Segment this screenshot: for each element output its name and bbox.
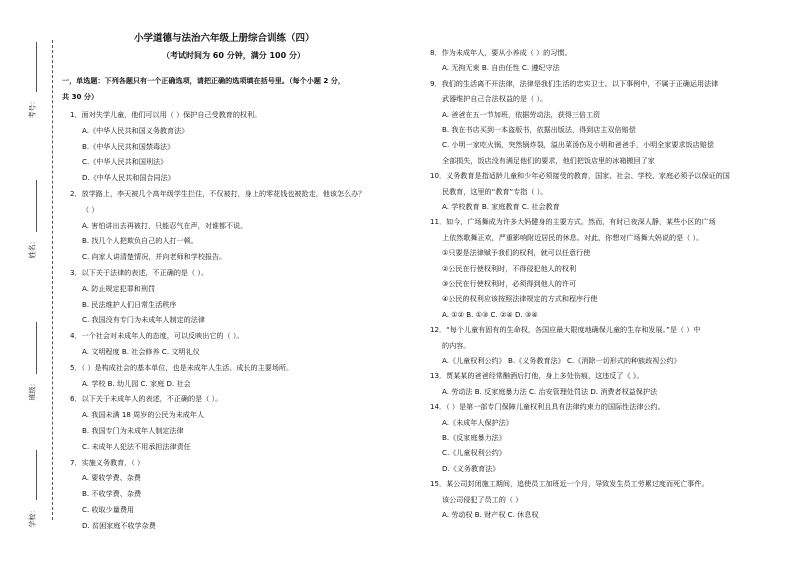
right-question-line: 全部损失，饭店没有满足他们的要求，他们把饭店里的冰箱搬回了家 xyxy=(442,155,655,165)
section-heading-cont: 共 30 分） xyxy=(62,92,99,101)
right-question-line: A.《儿童权利公约》 B.《义务教育法》 C.《消除一切形式的种族歧视公约》 xyxy=(442,356,681,365)
exam-info: （考试时间为 60 分钟，满分 100 分） xyxy=(162,51,305,60)
xingming-line xyxy=(36,180,37,232)
xuexiao-line xyxy=(36,450,37,500)
left-question-line: C. 向家人讲清楚情况，并向老师和学校报告。 xyxy=(82,252,227,262)
left-question-line: D. 贫困家庭不收学杂费 xyxy=(82,520,156,530)
left-question-line: D.《中华人民共和国合同法》 xyxy=(82,173,175,183)
left-question-line: A. 要收学费、杂费 xyxy=(82,473,141,483)
kaohao-label: 考号： xyxy=(28,97,37,119)
left-question-line: A.《中华人民共和国义务教育法》 xyxy=(82,125,189,135)
right-question-line: A. 学校教育 B. 家庭教育 C. 社会教育 xyxy=(442,202,560,211)
right-question-line: 14．（ ）是第一部专门保障儿童权利且具有法律约束力的国际性法律公约。 xyxy=(430,402,665,412)
right-question-line: B.《反家庭暴力法》 xyxy=(442,433,506,442)
right-question-line: A. 劳动法 B. 反家庭暴力法 C. 治安管理处罚法 D. 消费者权益保护法 xyxy=(442,386,658,396)
right-question-line: ③公民在行使权利时，必须得到他人的许可 xyxy=(442,279,577,288)
left-question-line: A. 学校 B. 幼儿园 C. 家庭 D. 社会 xyxy=(82,378,191,388)
right-question-line: 13．贾某某的爸爸经常酗酒后打他，身上多处伤痕，这违反了《 》。 xyxy=(430,371,644,381)
right-question-line: A.《未成年人保护法》 xyxy=(442,417,513,427)
left-question-line: （ ） xyxy=(82,204,99,214)
section-heading: 一，单选题：下列各题只有一个正确选项，请把正确的选项填在括号里。（每个小题 2 分， xyxy=(62,76,345,85)
xingming-label: 姓名： xyxy=(28,237,37,259)
left-question-line: C.《中华人民共和国刑法》 xyxy=(82,157,168,167)
left-question-line: B. 民法维护人们日常生活秩序 xyxy=(82,299,177,309)
left-question-line: A. 我国未满 18 周岁的公民为未成年人 xyxy=(82,410,205,420)
left-question-line: 3．以下关于法律的表述，不正确的是（ ）。 xyxy=(70,268,208,277)
banji-label: 班级： xyxy=(28,379,37,401)
right-question-line: 民教育，这里的“教育”专指（ ）。 xyxy=(442,186,548,196)
right-question-line: 的内容。 xyxy=(442,340,471,350)
right-question-line: 武器维护自己合法权益的是（ ）。 xyxy=(442,94,548,104)
left-question-line: B.《中华人民共和国禁毒法》 xyxy=(82,141,175,151)
right-question-line: A. 爸爸在五一节加班，依据劳动法，获得三倍工资 xyxy=(442,109,601,119)
right-question-line: 8．作为未成年人，要从小养成（ ）的习惯。 xyxy=(430,48,572,57)
left-question-line: C. 我国没有专门为未成年人制定的法律 xyxy=(82,315,205,325)
right-question-line: B. 我在书店买到一本盗版书，依据出版法，得到店主双倍赔偿 xyxy=(442,125,636,134)
left-question-line: B. 找几个人把欺负自己的人打一顿。 xyxy=(82,236,198,246)
right-question-line: 该公司侵犯了员工的（ ） xyxy=(442,494,523,504)
right-question-line: 15．某公司封闭施工期间，追使员工加班近一个月，导致发生员工劳累过度而死亡事件。 xyxy=(430,479,709,489)
left-question-line: 6．以下关于未成年人的表述，不正确的是（ ）。 xyxy=(70,394,223,404)
right-question-line: ④公民的权利应该按照法律规定的方式和程序行使 xyxy=(442,294,598,304)
left-question-line: 4．一个社会对未成年人的态度，可以反映出它的（ ）。 xyxy=(70,331,244,341)
right-question-line: C.《儿童权利公约》 xyxy=(442,448,506,458)
kaohao-line xyxy=(36,42,37,92)
left-question-line: 7．实施义务教育，（ ） xyxy=(70,457,145,467)
left-question-line: 5．（ ）是构成社会的基本单位，也是未成年人生活、成长的主要场所。 xyxy=(70,362,294,372)
binding-dashed-line xyxy=(52,40,53,520)
page-title: 小学道德与法治六年级上册综合训练（四） xyxy=(134,33,315,44)
left-question-line: B. 我国专门为未成年人制定法律 xyxy=(82,426,184,435)
right-question-line: 上依然歌舞正欢，严重影响附近居民的休息。对此，你想对广场舞大妈说的是（ ）。 xyxy=(442,232,704,242)
left-question-line: A. 防止规定犯罪和刑罚 xyxy=(82,283,156,293)
right-question-line: ②公民在行使权利时，不得侵犯他人的权利 xyxy=(442,263,577,273)
left-question-line: 2．放学路上，李天被几个高年级学生拦住，不仅被打，身上的零花钱也被抢走，他该怎么办？ xyxy=(70,189,366,198)
right-question-line: 10．义务教育是指适龄儿童和少年必须接受的教育，国家、社会、学校、家庭必须予以保证的国 xyxy=(430,171,730,181)
right-question-line: 9．我们的生活离不开法律，法律是我们生活的忠实卫士。以下事例中，不属于正确运用法律 xyxy=(430,78,719,88)
right-question-line: A. ①② B. ①③ C. ②④ D. ③④ xyxy=(442,309,538,319)
right-question-line: 12．“每个儿童有固有的生命权，各国应最大限度地确保儿童的生存和发展。”是（ ）中 xyxy=(430,325,701,335)
right-question-line: ①只要是法律赋予我们的权利，就可以任意行使 xyxy=(442,248,591,258)
banji-line xyxy=(36,322,37,374)
left-question-line: B. 不收学费、杂费 xyxy=(82,489,142,499)
left-question-line: 1．面对失学儿童，他们可以用（ ）保护自己受教育的权利。 xyxy=(70,110,262,119)
left-question-line: A. 文明程度 B. 社会修养 C. 文明礼仪 xyxy=(82,347,200,356)
xuexiao-label: 学校： xyxy=(28,506,37,528)
left-question-line: C. 收取少量费用 xyxy=(82,505,135,514)
right-question-line: A. 无拘无束 B. 自由任性 C. 遵纪守法 xyxy=(442,63,560,73)
right-question-line: 11．如今，广场舞成为许多大妈健身的主要方式。然而，有时已夜深人静，某些小区的广场 xyxy=(430,217,716,227)
binding-margin xyxy=(0,0,56,561)
left-question-line: A. 害怕讲出去再被打，只能忍气在声，对谁都不说。 xyxy=(82,220,248,230)
right-question-line: A. 劳动权 B. 财产权 C. 休息权 xyxy=(442,510,539,519)
left-question-line: C. 未成年人犯法不用承担法律责任 xyxy=(82,441,191,451)
right-question-line: D.《义务教育法》 xyxy=(442,463,500,473)
right-question-line: C. 小明一家吃火锅，突然锅炸裂，溢出菜汤伤及小明和爸爸手，小明全家要求饭店赔偿 xyxy=(442,140,714,150)
